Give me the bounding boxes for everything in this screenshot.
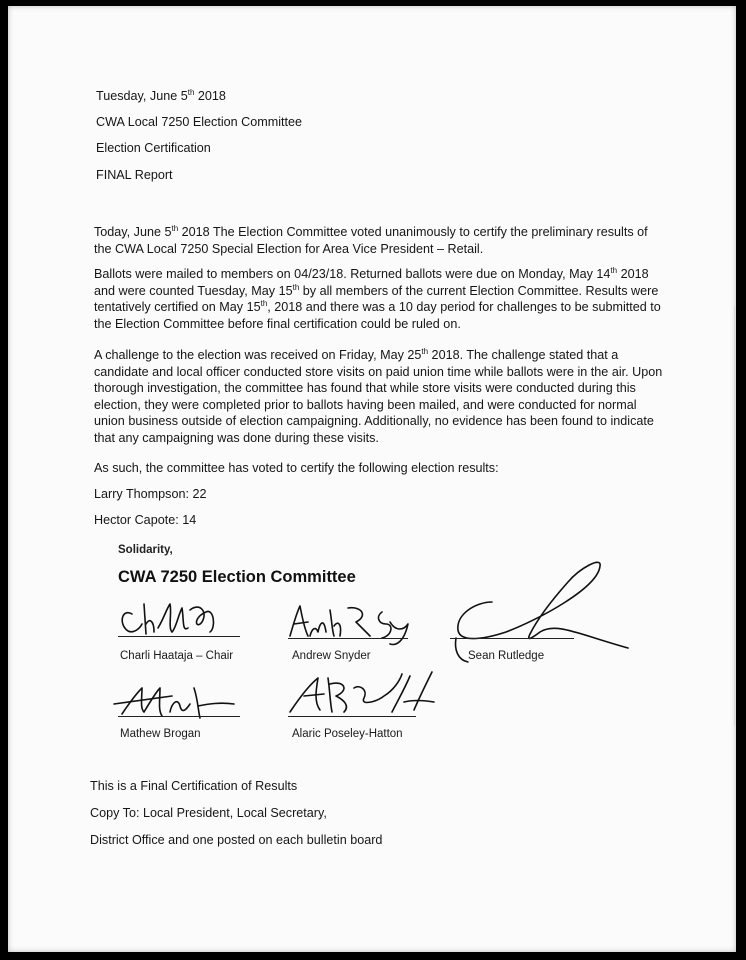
signature-line-4 xyxy=(118,716,240,717)
closing-salutation: Solidarity, xyxy=(118,544,173,556)
result-hector-capote: Hector Capote: 14 xyxy=(94,513,197,527)
paragraph-certification: Today, June 5th 2018 The Election Committee voted unanimously to certify the preliminary results of the CWA Local 7250 Special Election for Area Vice President – Retail. xyxy=(94,223,648,256)
report-type: FINAL Report xyxy=(96,168,173,182)
committee-heading: CWA 7250 Election Committee xyxy=(118,568,356,586)
signature-charli-haataja xyxy=(116,598,246,638)
paragraph-results-intro: As such, the committee has voted to certify the following election results: xyxy=(94,461,499,475)
footer-distribution: District Office and one posted on each bulletin board xyxy=(90,833,383,847)
signature-andrew-snyder xyxy=(286,602,416,646)
footer-copy-to: Copy To: Local President, Local Secretary, xyxy=(90,806,327,820)
signature-alaric-poseley-hatton xyxy=(284,666,444,726)
signature-line-1 xyxy=(118,636,240,637)
paragraph-challenge: A challenge to the election was received on Friday, May 25th 2018. The challenge stated that a candidate and local officer conducted store visits on paid union time while ballots were in the air. Upon thorough investigation, the committee has found that while store visits were conducted during this election, they were completed prior to ballots having been mailed, and were conducted for normal union business outside of election campaigning. Additionally, no evidence has been found to indicate that any campaigning was done during these visits. xyxy=(94,346,663,445)
signatory-name: Charli Haataja – Chair xyxy=(120,650,234,662)
signature-line-3 xyxy=(450,638,574,639)
signatory-name: Alaric Poseley-Hatton xyxy=(292,728,403,740)
signatory-name: Mathew Brogan xyxy=(120,728,201,740)
signature-line-2 xyxy=(288,638,408,639)
organization-name: CWA Local 7250 Election Committee xyxy=(96,115,303,129)
signatory-name: Andrew Snyder xyxy=(292,650,371,662)
paragraph-ballots: Ballots were mailed to members on 04/23/18. Returned ballots were due on Monday, May 14th 2018 and were counted Tuesday, May 15th by all members of the current Election Committee. Results were tentatively certified on May 15th, 2018 and there was a 10 day period for challenges to be submitted to the Election Committee before final certification could be ruled on. xyxy=(94,265,661,331)
document-subject: Election Certification xyxy=(96,141,211,155)
signature-line-5 xyxy=(288,716,416,717)
footer-final-certification: This is a Final Certification of Results xyxy=(90,779,298,793)
result-larry-thompson: Larry Thompson: 22 xyxy=(94,487,207,501)
document-page xyxy=(8,6,736,952)
signatory-name: Sean Rutledge xyxy=(468,650,545,662)
letter-date: Tuesday, June 5th 2018 xyxy=(96,87,226,103)
scan-edge-line xyxy=(734,306,735,726)
